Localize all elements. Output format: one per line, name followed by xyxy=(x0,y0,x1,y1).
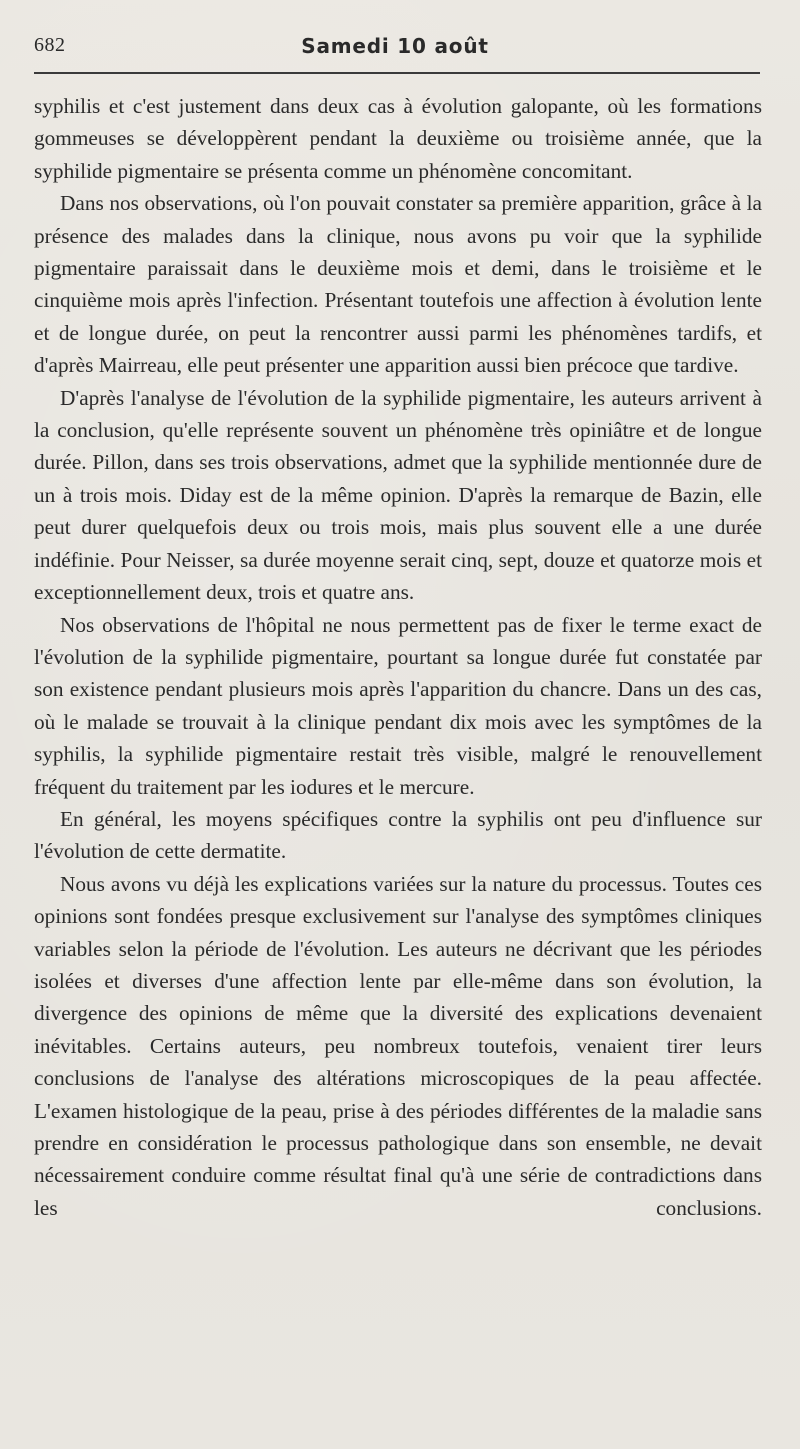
paragraph: Nos observations de l'hôpital ne nous permettent pas de fixer le terme exact de l'évolution de la syphilide pigmentaire, pourtant sa longue durée fut constatée par son existence pendant plusieurs mois après l'apparition du chancre. Dans un des cas, où le malade se trouvait à la clinique pendant dix mois avec les symptômes de la syphilis, la syphilide pigmentaire restait très visible, malgré le renouvellement fréquent du traitement par les iodures et le mercure. xyxy=(34,612,762,799)
paragraph: D'après l'analyse de l'évolution de la syphilide pigmentaire, les auteurs arrivent à la conclusion, qu'elle représente souvent un phénomène très opiniâtre et de longue durée. Pillon, dans ses trois observations, admet que la syphilide mentionnée dure de un à trois mois. Diday est de la même opinion. D'après la remarque de Bazin, elle peut durer quelquefois deux ou trois mois, mais plus souvent elle a une durée indéfinie. Pour Neisser, sa durée moyenne serait cinq, sept, douze et quatorze mois et exceptionnellement deux, trois et quatre ans. xyxy=(34,385,762,605)
page-number: 682 xyxy=(34,34,66,56)
paragraph: Nous avons vu déjà les explications variées sur la nature du processus. Toutes ces opinions sont fondées presque exclusivement sur l'analyse des symptômes cliniques variables selon la période de l'évolution. Les auteurs ne décrivant que les périodes isolées et diverses d'une affection lente par elle-même dans son évolution, la divergence des opinions de même que la diversité des explications devenaient inévitables. Certains auteurs, peu nombreux toutefois, venaient tirer leurs conclusions de l'analyse des altérations microscopiques de la peau affectée. L'examen histologique de la peau, prise à des périodes différentes de la maladie sans prendre en considération le processus pathologique dans son ensemble, ne devait nécessairement conduire comme résultat final qu'à une série de contradictions dans les conclusions. xyxy=(34,871,762,1220)
body-text xyxy=(34,90,762,1224)
paragraph: En général, les moyens spécifiques contre la syphilis ont peu d'influence sur l'évolution de cette dermatite. xyxy=(34,806,762,864)
paragraph: Dans nos observations, où l'on pouvait constater sa première apparition, grâce à la présence des malades dans la clinique, nous avons pu voir que la syphilide pigmentaire paraissait dans le deuxième mois et demi, dans le troisième et le cinquième mois après l'infection. Présentant toutefois une affection à évolution lente et de longue durée, on peut la rencontrer aussi parmi les phénomènes tardifs, et d'après Mairreau, elle peut présenter une apparition aussi bien précoce que tardive. xyxy=(34,191,762,378)
paragraph-continuation: syphilis et c'est justement dans deux cas à évolution galopante, où les formations gommeuses se développèrent pendant la deuxième ou troisième année, que la syphilide pigmentaire se présenta comme un phénomène concomitant. xyxy=(34,94,762,183)
header-rule xyxy=(34,72,760,74)
page-header xyxy=(34,30,760,66)
running-head: Samedi 10 août xyxy=(301,34,489,58)
